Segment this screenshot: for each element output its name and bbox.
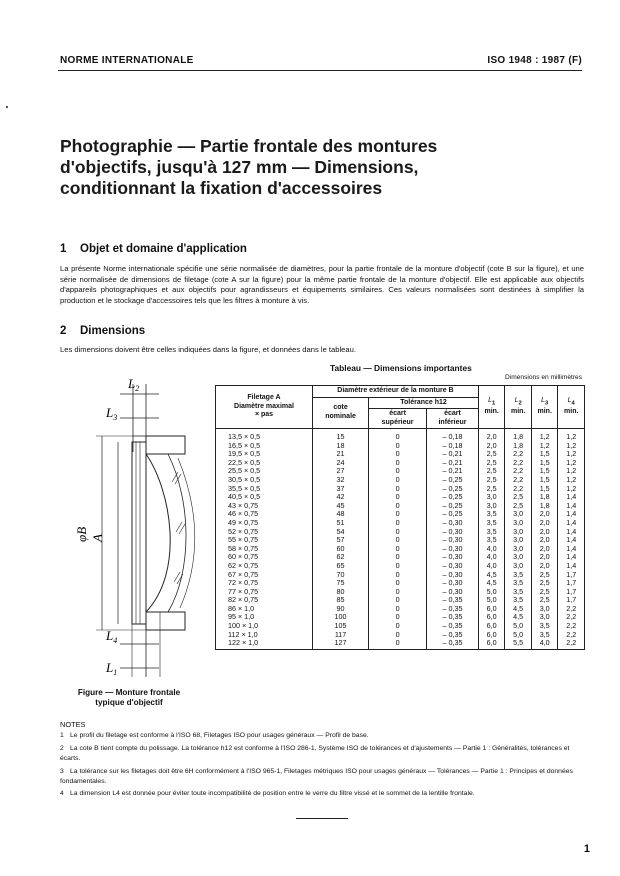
table-cell: – 0,35 — [427, 613, 479, 622]
table-cell: 45 — [313, 502, 369, 511]
table-cell: 60 — [313, 545, 369, 554]
table-cell: 2,0 — [531, 536, 558, 545]
table-row — [216, 485, 585, 494]
table-cell: – 0,21 — [427, 467, 479, 476]
table-cell: 0 — [369, 622, 427, 631]
col-l2: $L_2$ min. — [505, 386, 532, 429]
table-row — [216, 442, 585, 451]
table-cell: 1,4 — [558, 553, 585, 562]
table-cell: 19,5 × 0,5 — [216, 450, 313, 459]
table-cell: 0 — [369, 502, 427, 511]
table-cell: – 0,35 — [427, 605, 479, 614]
table-cell: 112 × 1,0 — [216, 631, 313, 640]
table-cell: 15 — [313, 429, 369, 442]
section-2-number: 2 — [60, 325, 67, 337]
table-cell: 1,2 — [531, 429, 558, 442]
table-cell: – 0,18 — [427, 442, 479, 451]
table-cell: 0 — [369, 571, 427, 580]
col-tolerance: Tolérance h12 — [369, 397, 479, 409]
table-cell: 5,0 — [505, 631, 532, 640]
table-cell: 2,0 — [531, 528, 558, 537]
table-cell: 0 — [369, 429, 427, 442]
col-thread: Filetage A Diamètre maximal × pas — [216, 386, 313, 429]
table-cell: – 0,21 — [427, 459, 479, 468]
table-cell: 0 — [369, 596, 427, 605]
table-cell: 1,5 — [531, 450, 558, 459]
table-cell: 72 × 0,75 — [216, 579, 313, 588]
table-cell: 100 — [313, 613, 369, 622]
table-cell: – 0,30 — [427, 562, 479, 571]
table-cell: 1,4 — [558, 562, 585, 571]
table-cell: 117 — [313, 631, 369, 640]
table-cell: 90 — [313, 605, 369, 614]
table-cell: 6,0 — [478, 639, 505, 649]
table-cell: 0 — [369, 553, 427, 562]
table-cell: 21 — [313, 450, 369, 459]
table-cell: 2,2 — [558, 631, 585, 640]
table-row — [216, 613, 585, 622]
table-cell: 2,5 — [478, 485, 505, 494]
table-cell: 2,0 — [531, 553, 558, 562]
table-cell: 58 × 0,75 — [216, 545, 313, 554]
table-row — [216, 450, 585, 459]
table-cell: 5,0 — [478, 588, 505, 597]
table-cell: 60 × 0,75 — [216, 553, 313, 562]
table-cell: 3,5 — [505, 596, 532, 605]
table-cell: 4,0 — [478, 545, 505, 554]
table-cell: 25,5 × 0,5 — [216, 467, 313, 476]
table-cell: 3,0 — [505, 536, 532, 545]
table-cell: 0 — [369, 450, 427, 459]
table-cell: 2,2 — [505, 459, 532, 468]
table-cell: 3,0 — [531, 613, 558, 622]
table-cell: 0 — [369, 639, 427, 649]
table-cell: 67 × 0,75 — [216, 571, 313, 580]
table-cell: 1,5 — [531, 467, 558, 476]
table-cell: 85 — [313, 596, 369, 605]
table-cell: 62 × 0,75 — [216, 562, 313, 571]
table-cell: 13,5 × 0,5 — [216, 429, 313, 442]
table-cell: 2,2 — [505, 467, 532, 476]
table-cell: 54 — [313, 528, 369, 537]
table-cell: – 0,30 — [427, 579, 479, 588]
table-row — [216, 605, 585, 614]
table-row — [216, 562, 585, 571]
table-cell: 0 — [369, 579, 427, 588]
table-cell: 2,5 — [505, 502, 532, 511]
label-a: A — [90, 534, 105, 542]
table-cell: 0 — [369, 613, 427, 622]
table-cell: – 0,35 — [427, 639, 479, 649]
table-cell: 1,8 — [531, 502, 558, 511]
note-item: 2 La cote B tient compte du polissage. La tolérance h12 est conforme à l'ISO 286-1, Système ISO de tolérances et d'ajustements — Partie 1 : Généralités, tolérances et écarts. — [60, 745, 570, 762]
table-cell: 2,5 — [531, 596, 558, 605]
table-cell: 2,5 — [478, 467, 505, 476]
col-nominal: cote nominale — [313, 397, 369, 429]
label-l3: $L_3$ — [106, 405, 118, 422]
table-cell: 1,2 — [558, 467, 585, 476]
table-cell: 1,5 — [531, 485, 558, 494]
label-phi-b: φB — [74, 526, 89, 542]
table-cell: 1,2 — [558, 485, 585, 494]
table-cell: 1,4 — [558, 493, 585, 502]
col-lower-deviation: écart inférieur — [427, 409, 479, 429]
table-cell: – 0,30 — [427, 553, 479, 562]
table-cell: 1,2 — [558, 442, 585, 451]
table-cell: 1,4 — [558, 510, 585, 519]
header-rule — [58, 70, 582, 71]
table-cell: 4,5 — [478, 571, 505, 580]
table-row — [216, 545, 585, 554]
header-standard-number: ISO 1948 : 1987 (F) — [487, 55, 582, 66]
label-l1: $L_1$ — [106, 660, 118, 677]
table-cell: – 0,21 — [427, 450, 479, 459]
table-title: Tableau — Dimensions importantes — [330, 363, 472, 373]
table-row — [216, 502, 585, 511]
table-cell: – 0,30 — [427, 519, 479, 528]
table-row — [216, 467, 585, 476]
table-row — [216, 622, 585, 631]
table-cell: 2,2 — [505, 485, 532, 494]
section-2-title: Dimensions — [80, 325, 146, 337]
table-cell: 3,5 — [505, 588, 532, 597]
table-cell: – 0,30 — [427, 588, 479, 597]
table-cell: – 0,25 — [427, 493, 479, 502]
table-cell: 100 × 1,0 — [216, 622, 313, 631]
table-cell: 3,5 — [478, 536, 505, 545]
table-cell: 0 — [369, 467, 427, 476]
table-row — [216, 519, 585, 528]
table-cell: 1,2 — [531, 442, 558, 451]
section-1-number: 1 — [60, 243, 67, 255]
table-cell: 77 × 0,75 — [216, 588, 313, 597]
table-cell: 3,0 — [505, 519, 532, 528]
table-row — [216, 639, 585, 649]
table-cell: – 0,30 — [427, 545, 479, 554]
table-cell: 1,5 — [531, 476, 558, 485]
table-cell: 0 — [369, 536, 427, 545]
table-cell: – 0,35 — [427, 596, 479, 605]
table-cell: 122 × 1,0 — [216, 639, 313, 649]
table-cell: 1,2 — [558, 450, 585, 459]
table-cell: 3,0 — [505, 562, 532, 571]
table-cell: 1,8 — [531, 493, 558, 502]
table-cell: 6,0 — [478, 631, 505, 640]
table-cell: 3,5 — [478, 528, 505, 537]
section-2-heading — [60, 325, 145, 337]
table-cell: 2,5 — [478, 450, 505, 459]
table-row — [216, 536, 585, 545]
table-cell: 5,5 — [505, 639, 532, 649]
table-cell: – 0,30 — [427, 536, 479, 545]
table-cell: 2,0 — [478, 442, 505, 451]
table-cell: 0 — [369, 476, 427, 485]
table-row — [216, 493, 585, 502]
table-cell: 3,5 — [505, 571, 532, 580]
table-units: Dimensions en millimètres — [505, 374, 582, 381]
table-cell: 4,5 — [478, 579, 505, 588]
table-cell: – 0,25 — [427, 502, 479, 511]
table-cell: 55 × 0,75 — [216, 536, 313, 545]
table-cell: 3,0 — [505, 528, 532, 537]
table-cell: – 0,35 — [427, 631, 479, 640]
table-cell: 42 — [313, 493, 369, 502]
col-l3: $L_3$ min. — [531, 386, 558, 429]
table-cell: 6,0 — [478, 605, 505, 614]
table-cell: 3,0 — [505, 553, 532, 562]
table-cell: 0 — [369, 510, 427, 519]
table-cell: 18 — [313, 442, 369, 451]
table-cell: 2,2 — [558, 622, 585, 631]
table-row — [216, 553, 585, 562]
table-cell: 6,0 — [478, 622, 505, 631]
table-row — [216, 596, 585, 605]
table-cell: 0 — [369, 519, 427, 528]
table-cell: 3,5 — [531, 622, 558, 631]
table-cell: 4,5 — [505, 605, 532, 614]
table-row — [216, 476, 585, 485]
table-cell: 0 — [369, 562, 427, 571]
col-upper-deviation: écart supérieur — [369, 409, 427, 429]
table-cell: 43 × 0,75 — [216, 502, 313, 511]
table-cell: 40,5 × 0,5 — [216, 493, 313, 502]
table-cell: 2,0 — [478, 429, 505, 442]
table-cell: 4,0 — [531, 639, 558, 649]
table-cell: 0 — [369, 631, 427, 640]
table-cell: 1,8 — [505, 429, 532, 442]
table-cell: 4,0 — [478, 553, 505, 562]
table-cell: 0 — [369, 442, 427, 451]
table-cell: 0 — [369, 588, 427, 597]
table-cell: 2,2 — [558, 639, 585, 649]
table-cell: 65 — [313, 562, 369, 571]
table-cell: 127 — [313, 639, 369, 649]
table-cell: 22,5 × 0,5 — [216, 459, 313, 468]
table-cell: 0 — [369, 485, 427, 494]
section-1-heading — [60, 243, 247, 255]
table-cell: 4,5 — [505, 613, 532, 622]
table-cell: 30,5 × 0,5 — [216, 476, 313, 485]
table-cell: 52 × 0,75 — [216, 528, 313, 537]
table-cell: 3,0 — [531, 605, 558, 614]
table-cell: 2,0 — [531, 545, 558, 554]
table-cell: – 0,35 — [427, 622, 479, 631]
label-l4: $L_4$ — [106, 628, 118, 645]
table-cell: 1,4 — [558, 528, 585, 537]
table-cell: – 0,30 — [427, 571, 479, 580]
table-cell: 1,2 — [558, 429, 585, 442]
document-title — [60, 136, 560, 199]
table-cell: 2,0 — [531, 519, 558, 528]
table-cell: 86 × 1,0 — [216, 605, 313, 614]
table-cell: 27 — [313, 467, 369, 476]
table-cell: 2,5 — [505, 493, 532, 502]
col-outer-diameter: Diamètre extérieur de la monture B — [313, 386, 479, 398]
table-cell: 3,0 — [478, 502, 505, 511]
table-cell: 80 — [313, 588, 369, 597]
table-cell: 46 × 0,75 — [216, 510, 313, 519]
table-cell: 3,0 — [505, 510, 532, 519]
table-cell: 24 — [313, 459, 369, 468]
table-cell: 1,4 — [558, 536, 585, 545]
table-cell: 70 — [313, 571, 369, 580]
table-cell: 3,5 — [531, 631, 558, 640]
table-cell: – 0,25 — [427, 485, 479, 494]
figure-caption-line-2: typique d'objectif — [95, 697, 163, 707]
table-cell: 0 — [369, 459, 427, 468]
figure-caption — [64, 688, 194, 707]
table-cell: 95 × 1,0 — [216, 613, 313, 622]
table-cell: 2,2 — [558, 613, 585, 622]
table-cell: 57 — [313, 536, 369, 545]
notes-heading: NOTES — [60, 720, 86, 729]
table-cell: 51 — [313, 519, 369, 528]
section-2-text: Les dimensions doivent être celles indiquées dans la figure, et données dans le tableau. — [60, 345, 356, 354]
table-row — [216, 429, 585, 442]
table-row — [216, 588, 585, 597]
table-cell: 1,2 — [558, 476, 585, 485]
table-cell: 75 — [313, 579, 369, 588]
table-cell: 0 — [369, 545, 427, 554]
table-row — [216, 510, 585, 519]
header-standard-type: NORME INTERNATIONALE — [60, 55, 194, 66]
table-cell: 105 — [313, 622, 369, 631]
lens-mount-figure — [60, 372, 210, 687]
table-cell: 49 × 0,75 — [216, 519, 313, 528]
table-cell: 3,5 — [478, 510, 505, 519]
page-number: 1 — [583, 843, 590, 855]
table-cell: 32 — [313, 476, 369, 485]
table-cell: 3,5 — [478, 519, 505, 528]
section-1-title: Objet et domaine d'application — [80, 243, 247, 255]
table-cell: 0 — [369, 493, 427, 502]
dimensions-table — [215, 385, 585, 650]
table-cell: 3,0 — [478, 493, 505, 502]
table-cell: 37 — [313, 485, 369, 494]
table-cell: 3,5 — [505, 579, 532, 588]
table-cell: 1,8 — [505, 442, 532, 451]
table-cell: – 0,25 — [427, 476, 479, 485]
table-cell: 48 — [313, 510, 369, 519]
table-cell: 2,2 — [558, 605, 585, 614]
title-line-3: conditionnant la fixation d'accessoires — [60, 178, 383, 198]
table-cell: – 0,18 — [427, 429, 479, 442]
table-row — [216, 528, 585, 537]
figure-caption-line-1: Figure — Monture frontale — [77, 688, 181, 697]
table-cell: 1,7 — [558, 596, 585, 605]
table-cell: 3,0 — [505, 545, 532, 554]
title-line-2: d'objectifs, jusqu'à 127 mm — Dimensions, — [60, 157, 419, 177]
table-cell: 1,4 — [558, 519, 585, 528]
end-rule — [296, 818, 348, 819]
section-1-text: La présente Norme internationale spécifie une série normalisée de diamètres, pour la partie frontale de la monture d'objectif (cote B sur la figure), et une série normalisée de dimensions de filetage (cote A sur la figure) pour la même partie frontale de la monture d'objectif. Elle est applicable aux objectifs d'appareils photographiques et aux objectifs pour agrandisseurs et équipements similaires. Ces valeurs normalisées sont destinées à simplifier la production et le stockage d'accessoires tels que les filtres à monture à vis. — [60, 264, 584, 305]
table-cell: 4,0 — [478, 562, 505, 571]
table-cell: 2,0 — [531, 510, 558, 519]
table-cell: 0 — [369, 605, 427, 614]
table-cell: 1,7 — [558, 588, 585, 597]
table-cell: 2,5 — [531, 579, 558, 588]
table-cell: 1,4 — [558, 545, 585, 554]
table-cell: 2,2 — [505, 450, 532, 459]
table-cell: – 0,30 — [427, 528, 479, 537]
title-line-1: Photographie — Partie frontale des montures — [60, 136, 438, 156]
col-l1: $L_1$ min. — [478, 386, 505, 429]
table-row — [216, 631, 585, 640]
table-cell: 16,5 × 0,5 — [216, 442, 313, 451]
table-cell: 0 — [369, 528, 427, 537]
table-cell: 82 × 0,75 — [216, 596, 313, 605]
table-cell: 2,5 — [478, 459, 505, 468]
table-cell: 5,0 — [478, 596, 505, 605]
col-l4: $L_4$ min. — [558, 386, 585, 429]
table-cell: 2,5 — [531, 571, 558, 580]
table-row — [216, 571, 585, 580]
table-cell: – 0,25 — [427, 510, 479, 519]
label-l2: $L_2$ — [128, 376, 140, 393]
table-cell: 2,0 — [531, 562, 558, 571]
table-cell: 2,5 — [478, 476, 505, 485]
table-cell: 2,2 — [505, 476, 532, 485]
table-row — [216, 579, 585, 588]
table-row — [216, 459, 585, 468]
table-cell: 1,5 — [531, 459, 558, 468]
note-item: 1 Le profil du filetage est conforme à l'ISO 68, Filetages ISO pour usages généraux — Profil de base. — [60, 732, 369, 739]
table-cell: 1,7 — [558, 579, 585, 588]
table-cell: 6,0 — [478, 613, 505, 622]
note-item: 4 La dimension L4 est donnée pour éviter toute incompatibilité de position entre le verre du filtre vissé et le sommet de la lentille frontale. — [60, 790, 475, 797]
table-cell: 5,0 — [505, 622, 532, 631]
table-cell: 1,4 — [558, 502, 585, 511]
table-cell: 35,5 × 0,5 — [216, 485, 313, 494]
table-cell: 1,2 — [558, 459, 585, 468]
note-item: 3 La tolérance sur les filetages doit être 6H conformément à l'ISO 965-1, Filetages métriques ISO pour usages généraux — Tolérances — Partie 1 : Principes et données fondamentales. — [60, 768, 573, 785]
table-cell: 2,5 — [531, 588, 558, 597]
table-cell: 62 — [313, 553, 369, 562]
scan-speck — [6, 106, 8, 108]
table-cell: 1,7 — [558, 571, 585, 580]
